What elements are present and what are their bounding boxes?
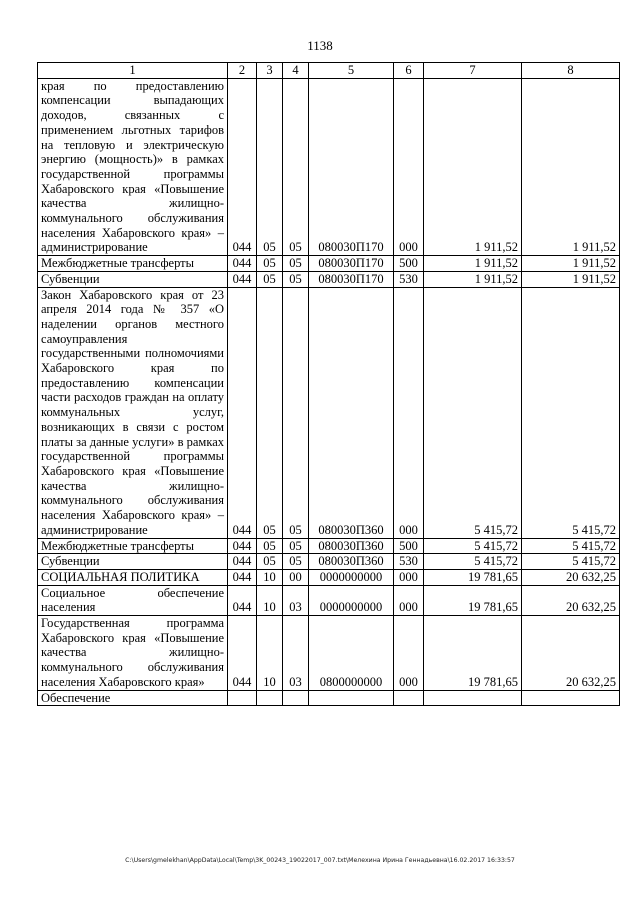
col-section: 10 — [257, 569, 283, 585]
col-amount-year1: 1 911,52 — [424, 271, 522, 287]
header-col-8: 8 — [522, 63, 620, 79]
table-row — [38, 287, 620, 538]
col-expense-type: 530 — [394, 554, 424, 570]
col-target-article: 080030П170 — [309, 256, 394, 272]
col-admin-code: 044 — [228, 256, 257, 272]
table-row — [38, 585, 620, 615]
col-target-article: 080030П360 — [309, 554, 394, 570]
table-row — [38, 616, 620, 691]
page-number: 1138 — [307, 38, 333, 53]
table-row — [38, 690, 620, 706]
row-name: края по предоставлению компенсации выпадающих доходов, связанных с применением льготных тарифов на тепловую и электрическую энергию (мощность)» в рамках государственной программы Хабаровского края «Повышение качества жилищно-коммунального обслуживания населения Хабаровского края» – администрирование — [38, 78, 228, 255]
col-admin-code: 044 — [228, 554, 257, 570]
col-amount-year2: 20 632,25 — [522, 616, 620, 691]
col-amount-year1: 1 911,52 — [424, 256, 522, 272]
header-col-1: 1 — [38, 63, 228, 79]
col-amount-year1: 5 415,72 — [424, 287, 522, 538]
row-name: Субвенции — [38, 554, 228, 570]
col-expense-type — [394, 690, 424, 706]
col-section: 05 — [257, 256, 283, 272]
col-section: 05 — [257, 538, 283, 554]
col-target-article: 0800000000 — [309, 616, 394, 691]
header-col-3: 3 — [257, 63, 283, 79]
col-admin-code: 044 — [228, 585, 257, 615]
table-row — [38, 554, 620, 570]
table-row — [38, 538, 620, 554]
col-expense-type: 530 — [394, 271, 424, 287]
row-name: Межбюджетные трансферты — [38, 538, 228, 554]
col-subsection — [283, 690, 309, 706]
col-amount-year2: 5 415,72 — [522, 554, 620, 570]
col-amount-year1: 5 415,72 — [424, 538, 522, 554]
col-subsection: 03 — [283, 616, 309, 691]
col-target-article: 080030П170 — [309, 78, 394, 255]
row-name: Социальное обеспечение населения — [38, 585, 228, 615]
col-subsection: 05 — [283, 538, 309, 554]
col-target-article: 080030П360 — [309, 538, 394, 554]
col-amount-year2: 20 632,25 — [522, 585, 620, 615]
col-amount-year2: 20 632,25 — [522, 569, 620, 585]
col-subsection: 05 — [283, 287, 309, 538]
file-path-footer: C:\Users\gmelekhan\AppData\Local\Temp\3K_00243_19022017_007.txt\Мелехина Ирина Геннадьевна\16.02.2017 16:33:57 — [125, 857, 515, 864]
table-row — [38, 78, 620, 255]
col-amount-year1: 1 911,52 — [424, 78, 522, 255]
col-amount-year2: 5 415,72 — [522, 538, 620, 554]
col-admin-code — [228, 690, 257, 706]
col-target-article — [309, 690, 394, 706]
col-subsection: 03 — [283, 585, 309, 615]
col-admin-code: 044 — [228, 78, 257, 255]
col-subsection: 05 — [283, 271, 309, 287]
col-admin-code: 044 — [228, 287, 257, 538]
row-name: Субвенции — [38, 271, 228, 287]
col-section: 10 — [257, 585, 283, 615]
col-expense-type: 000 — [394, 78, 424, 255]
table-body — [38, 63, 620, 706]
col-admin-code: 044 — [228, 616, 257, 691]
row-name: Закон Хабаровского края от 23 апреля 2014 года № 357 «О наделении органов местного самоуправления государственными полномочиями Хабаровского края по предоставлению компенсации части расходов граждан на оплату коммунальных услуг, возникающих в связи с ростом платы за данные услуги» в рамках государственной программы Хабаровского края «Повышение качества жилищно-коммунального обслуживания населения Хабаровского края» – администрирование — [38, 287, 228, 538]
header-col-5: 5 — [309, 63, 394, 79]
col-amount-year2: 1 911,52 — [522, 78, 620, 255]
col-subsection: 05 — [283, 256, 309, 272]
col-amount-year1: 19 781,65 — [424, 616, 522, 691]
header-col-2: 2 — [228, 63, 257, 79]
col-expense-type: 000 — [394, 287, 424, 538]
header-col-7: 7 — [424, 63, 522, 79]
col-section: 05 — [257, 271, 283, 287]
col-target-article: 080030П360 — [309, 287, 394, 538]
col-section: 05 — [257, 78, 283, 255]
row-name: СОЦИАЛЬНАЯ ПОЛИТИКА — [38, 569, 228, 585]
col-amount-year1: 19 781,65 — [424, 569, 522, 585]
row-name: Государственная программа Хабаровского края «Повышение качества жилищно-коммунального обслуживания населения Хабаровского края» — [38, 616, 228, 691]
col-subsection: 00 — [283, 569, 309, 585]
col-target-article: 080030П170 — [309, 271, 394, 287]
col-expense-type: 000 — [394, 569, 424, 585]
col-amount-year1 — [424, 690, 522, 706]
col-amount-year1: 5 415,72 — [424, 554, 522, 570]
col-target-article: 0000000000 — [309, 585, 394, 615]
col-amount-year2 — [522, 690, 620, 706]
col-expense-type: 500 — [394, 538, 424, 554]
table-row — [38, 256, 620, 272]
col-section: 05 — [257, 287, 283, 538]
col-section — [257, 690, 283, 706]
header-col-6: 6 — [394, 63, 424, 79]
col-amount-year1: 19 781,65 — [424, 585, 522, 615]
row-name: Межбюджетные трансферты — [38, 256, 228, 272]
col-expense-type: 000 — [394, 616, 424, 691]
col-admin-code: 044 — [228, 569, 257, 585]
col-amount-year2: 1 911,52 — [522, 271, 620, 287]
col-subsection: 05 — [283, 554, 309, 570]
col-target-article: 0000000000 — [309, 569, 394, 585]
col-section: 05 — [257, 554, 283, 570]
col-expense-type: 000 — [394, 585, 424, 615]
col-amount-year2: 5 415,72 — [522, 287, 620, 538]
table-row — [38, 569, 620, 585]
col-amount-year2: 1 911,52 — [522, 256, 620, 272]
col-section: 10 — [257, 616, 283, 691]
col-subsection: 05 — [283, 78, 309, 255]
row-name: Обеспечение — [38, 690, 228, 706]
header-col-4: 4 — [283, 63, 309, 79]
budget-table — [37, 62, 620, 706]
table-row — [38, 271, 620, 287]
col-admin-code: 044 — [228, 538, 257, 554]
col-admin-code: 044 — [228, 271, 257, 287]
table-header-row — [38, 63, 620, 79]
col-expense-type: 500 — [394, 256, 424, 272]
